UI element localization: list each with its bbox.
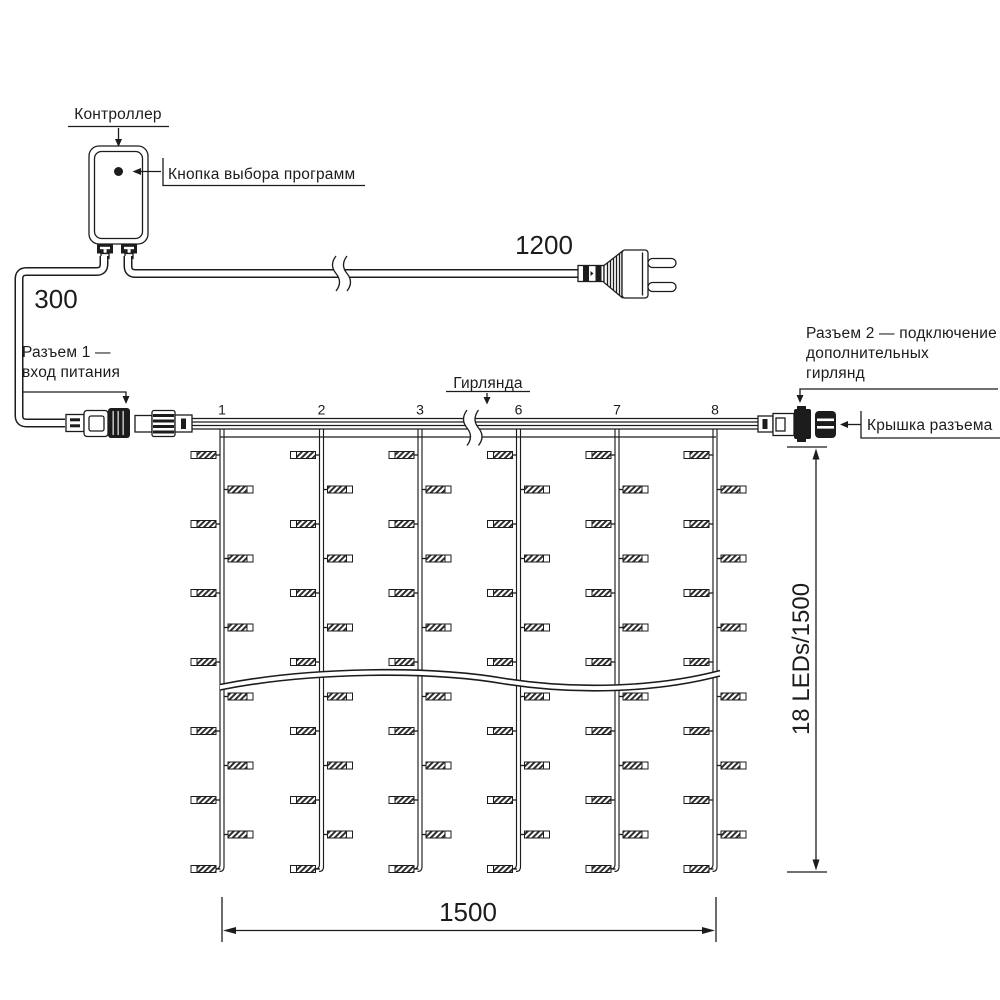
height-dim-arrow-up (813, 449, 820, 460)
connector1-label-line2: вход питания (22, 364, 121, 381)
led (422, 762, 452, 769)
led (224, 624, 254, 631)
led-body (328, 555, 347, 562)
led (488, 866, 518, 873)
led-body (494, 866, 513, 873)
led-cap (544, 693, 550, 700)
led (191, 728, 221, 735)
led-body (525, 762, 544, 769)
garland-label (446, 375, 530, 405)
power-input-cable (19, 256, 104, 423)
led-body (721, 624, 740, 631)
led (520, 624, 550, 631)
led-body (494, 521, 513, 528)
led-cap (445, 486, 451, 493)
led-cap (389, 866, 395, 873)
program-button-label-text: Кнопка выбора программ (168, 166, 356, 183)
led-cap (389, 659, 395, 666)
led-cap (347, 486, 353, 493)
led-cap (191, 797, 197, 804)
led (389, 728, 419, 735)
led-cap (445, 624, 451, 631)
led-body (328, 762, 347, 769)
led-body (426, 762, 445, 769)
led-body (197, 866, 216, 873)
led (717, 555, 747, 562)
led (684, 659, 714, 666)
led-cap (586, 521, 592, 528)
program-button-label (133, 158, 366, 186)
led (684, 866, 714, 873)
led-body (197, 452, 216, 459)
led-body (228, 831, 247, 838)
connector1-label (22, 344, 130, 404)
led (488, 797, 518, 804)
led (422, 693, 452, 700)
led-body (623, 762, 642, 769)
led-cap (247, 486, 253, 493)
led-cap (389, 521, 395, 528)
led-cap (642, 555, 648, 562)
led (389, 521, 419, 528)
led (191, 452, 221, 459)
led (520, 486, 550, 493)
led-body (592, 590, 611, 597)
led-cap (488, 590, 494, 597)
led-body (328, 693, 347, 700)
connector1-arrow-head (123, 396, 130, 404)
led (224, 693, 254, 700)
led (586, 659, 616, 666)
led-cap (684, 728, 690, 735)
led-cap (347, 831, 353, 838)
led (389, 797, 419, 804)
led (520, 693, 550, 700)
garland-number: 1 (218, 401, 226, 418)
led (422, 831, 452, 838)
curtain-break-wave (220, 670, 720, 691)
led (422, 555, 452, 562)
connector1-female (135, 411, 192, 437)
connector2-arrow-head (797, 395, 804, 403)
led-cap (586, 797, 592, 804)
led-body (197, 797, 216, 804)
led-body (197, 728, 216, 735)
led-body (297, 452, 316, 459)
led-body (592, 797, 611, 804)
led-cap (347, 624, 353, 631)
led-cap (684, 521, 690, 528)
controller-label-text: Контроллер (74, 106, 162, 123)
led-cap (544, 555, 550, 562)
connector1-leader (23, 392, 126, 397)
led (619, 624, 649, 631)
plug-cord-grip (578, 266, 604, 282)
led (717, 624, 747, 631)
led-body (328, 486, 347, 493)
led (717, 831, 747, 838)
led-cap (684, 866, 690, 873)
led-body (395, 521, 414, 528)
led (684, 590, 714, 597)
led (488, 659, 518, 666)
led (586, 797, 616, 804)
led (224, 762, 254, 769)
led (291, 797, 321, 804)
led-body (494, 590, 513, 597)
led-cap (544, 831, 550, 838)
led-body (197, 590, 216, 597)
length-1200-label: 1200 (515, 230, 573, 260)
garland-label-text: Гирлянда (453, 375, 523, 392)
led-body (525, 693, 544, 700)
led-body (328, 831, 347, 838)
led-cap (586, 452, 592, 459)
led-body (525, 555, 544, 562)
connector2-label-line3: гирлянд (806, 365, 865, 382)
led (389, 659, 419, 666)
led-cap (740, 762, 746, 769)
led-cap (740, 693, 746, 700)
led-body (721, 555, 740, 562)
led-body (525, 624, 544, 631)
led-body (525, 831, 544, 838)
led (717, 486, 747, 493)
led (619, 555, 649, 562)
led-cap (684, 797, 690, 804)
garland-arrow-head (484, 397, 491, 405)
led-cap (586, 590, 592, 597)
power-plug (578, 250, 676, 298)
led-body (623, 555, 642, 562)
led (488, 590, 518, 597)
connector1-label-line1: Разъем 1 — (22, 344, 111, 361)
led (586, 728, 616, 735)
led-cap (291, 521, 297, 528)
led (684, 728, 714, 735)
led-cap (347, 762, 353, 769)
led (619, 486, 649, 493)
led-cap (191, 452, 197, 459)
led-body (592, 521, 611, 528)
led (717, 693, 747, 700)
led-cap (488, 659, 494, 666)
garland-number: 6 (514, 401, 523, 418)
led-body (297, 590, 316, 597)
led-body (721, 486, 740, 493)
led (291, 452, 321, 459)
led (291, 521, 321, 528)
led (520, 555, 550, 562)
led-cap (642, 624, 648, 631)
led (323, 831, 353, 838)
led-cap (740, 486, 746, 493)
led (422, 624, 452, 631)
led-cap (445, 693, 451, 700)
height-dim-arrow-down (813, 860, 820, 871)
led-cap (488, 452, 494, 459)
led (586, 521, 616, 528)
led (488, 452, 518, 459)
connector2-leader (800, 389, 998, 396)
led-body (297, 521, 316, 528)
led (619, 762, 649, 769)
led-body (592, 728, 611, 735)
led-cap (389, 452, 395, 459)
controller-inner-case (95, 152, 143, 239)
led (191, 521, 221, 528)
led-body (395, 659, 414, 666)
led-body (395, 797, 414, 804)
led-body (395, 728, 414, 735)
led-cap (247, 624, 253, 631)
connector2 (758, 406, 836, 442)
led-body (494, 728, 513, 735)
led-body (494, 659, 513, 666)
led (323, 486, 353, 493)
led-body (494, 797, 513, 804)
led-body (197, 521, 216, 528)
cover-arrow-head (840, 421, 848, 428)
led (619, 831, 649, 838)
plug-prong-bottom (648, 283, 676, 292)
led (224, 486, 254, 493)
led-body (228, 624, 247, 631)
led (191, 659, 221, 666)
led-body (525, 486, 544, 493)
led-cap (684, 452, 690, 459)
led-body (395, 866, 414, 873)
led-body (228, 555, 247, 562)
led-body (328, 624, 347, 631)
led-cap (291, 797, 297, 804)
led (191, 866, 221, 873)
mains-cable (128, 256, 578, 291)
garland-number: 7 (613, 401, 621, 418)
led (684, 452, 714, 459)
garland-number: 2 (317, 401, 326, 418)
led (684, 797, 714, 804)
connector2-label-line2: дополнительных (806, 345, 930, 362)
width-dim-arrow-left (223, 927, 236, 934)
led (291, 659, 321, 666)
led (717, 762, 747, 769)
led-cap (247, 762, 253, 769)
led-body (690, 797, 709, 804)
led (224, 831, 254, 838)
led-cap (291, 659, 297, 666)
led-cap (684, 590, 690, 597)
led-cap (291, 866, 297, 873)
led (586, 590, 616, 597)
led-cap (586, 728, 592, 735)
led-body (426, 555, 445, 562)
led-body (297, 659, 316, 666)
height-dimension (787, 447, 827, 872)
led-cap (740, 555, 746, 562)
led-cap (544, 624, 550, 631)
led-body (426, 693, 445, 700)
led-body (623, 831, 642, 838)
controller-label (68, 106, 169, 147)
led-body (297, 797, 316, 804)
led-body (690, 728, 709, 735)
led-body (690, 590, 709, 597)
led-cap (586, 866, 592, 873)
led-cap (445, 762, 451, 769)
cover-label-text: Крышка разъема (867, 417, 993, 434)
controller-box (89, 146, 148, 259)
led-cap (544, 486, 550, 493)
led (389, 452, 419, 459)
width-dim-arrow-right (702, 927, 715, 934)
garland-number: 8 (711, 401, 719, 418)
curtain-leds (191, 452, 746, 873)
led (323, 762, 353, 769)
height-dim-label: 18 LEDs/1500 (788, 582, 815, 736)
led-body (426, 624, 445, 631)
led (191, 797, 221, 804)
led-cap (191, 659, 197, 666)
led-body (623, 693, 642, 700)
led-cap (642, 486, 648, 493)
led-cap (247, 831, 253, 838)
led-cap (544, 762, 550, 769)
led-body (494, 452, 513, 459)
led-cap (291, 452, 297, 459)
connector2-label-line1: Разъем 2 — подключение (806, 325, 997, 342)
led-body (228, 762, 247, 769)
led-body (721, 762, 740, 769)
led-cap (740, 624, 746, 631)
led-body (690, 866, 709, 873)
led-cap (488, 866, 494, 873)
led-body (197, 659, 216, 666)
led-cap (291, 590, 297, 597)
led-body (592, 452, 611, 459)
led (520, 831, 550, 838)
led-cap (684, 659, 690, 666)
led (488, 521, 518, 528)
led (291, 866, 321, 873)
led-body (426, 486, 445, 493)
led-cap (389, 590, 395, 597)
led (389, 590, 419, 597)
led-body (297, 866, 316, 873)
curtain-drops (216, 429, 718, 872)
connector1 (66, 408, 192, 438)
led-cap (247, 693, 253, 700)
led-cap (445, 555, 451, 562)
led (586, 866, 616, 873)
plug-prong-top (648, 259, 676, 268)
connector1-male (66, 408, 130, 438)
led-body (721, 693, 740, 700)
led-body (592, 866, 611, 873)
led (389, 866, 419, 873)
led-body (623, 624, 642, 631)
led (191, 590, 221, 597)
led-cap (191, 590, 197, 597)
led-cap (488, 797, 494, 804)
garland-number: 3 (416, 401, 424, 418)
led-body (228, 693, 247, 700)
width-dim-label: 1500 (439, 897, 497, 927)
curtain-bundle (192, 410, 758, 446)
led-body (721, 831, 740, 838)
led-cap (740, 831, 746, 838)
led (323, 555, 353, 562)
led-cap (445, 831, 451, 838)
led (619, 693, 649, 700)
led (323, 693, 353, 700)
led (224, 555, 254, 562)
led-cap (488, 521, 494, 528)
led-body (690, 659, 709, 666)
width-dimension (222, 897, 716, 942)
led-cap (247, 555, 253, 562)
led-cap (389, 728, 395, 735)
led (291, 590, 321, 597)
led-body (395, 452, 414, 459)
program-button-dot (114, 167, 123, 176)
led-cap (347, 555, 353, 562)
led-body (297, 728, 316, 735)
plug-body (622, 250, 648, 298)
connector2-label (797, 325, 999, 403)
led-cap (291, 728, 297, 735)
led (520, 762, 550, 769)
led-body (592, 659, 611, 666)
led (291, 728, 321, 735)
led-cap (347, 693, 353, 700)
led-cap (642, 831, 648, 838)
length-300-label: 300 (34, 284, 78, 314)
led (323, 624, 353, 631)
led-cap (389, 797, 395, 804)
led-body (690, 452, 709, 459)
led-cap (191, 866, 197, 873)
led-body (228, 486, 247, 493)
led-cap (642, 762, 648, 769)
led-cap (642, 693, 648, 700)
led (586, 452, 616, 459)
led-cap (488, 728, 494, 735)
cover-label (840, 411, 1000, 438)
led-body (395, 590, 414, 597)
plug-ribbed-neck (604, 252, 622, 298)
led (684, 521, 714, 528)
led-cap (586, 659, 592, 666)
led-cap (191, 728, 197, 735)
led-body (690, 521, 709, 528)
led (422, 486, 452, 493)
led-body (426, 831, 445, 838)
connector-cover (815, 411, 836, 438)
led-cap (191, 521, 197, 528)
led (488, 728, 518, 735)
led-body (623, 486, 642, 493)
